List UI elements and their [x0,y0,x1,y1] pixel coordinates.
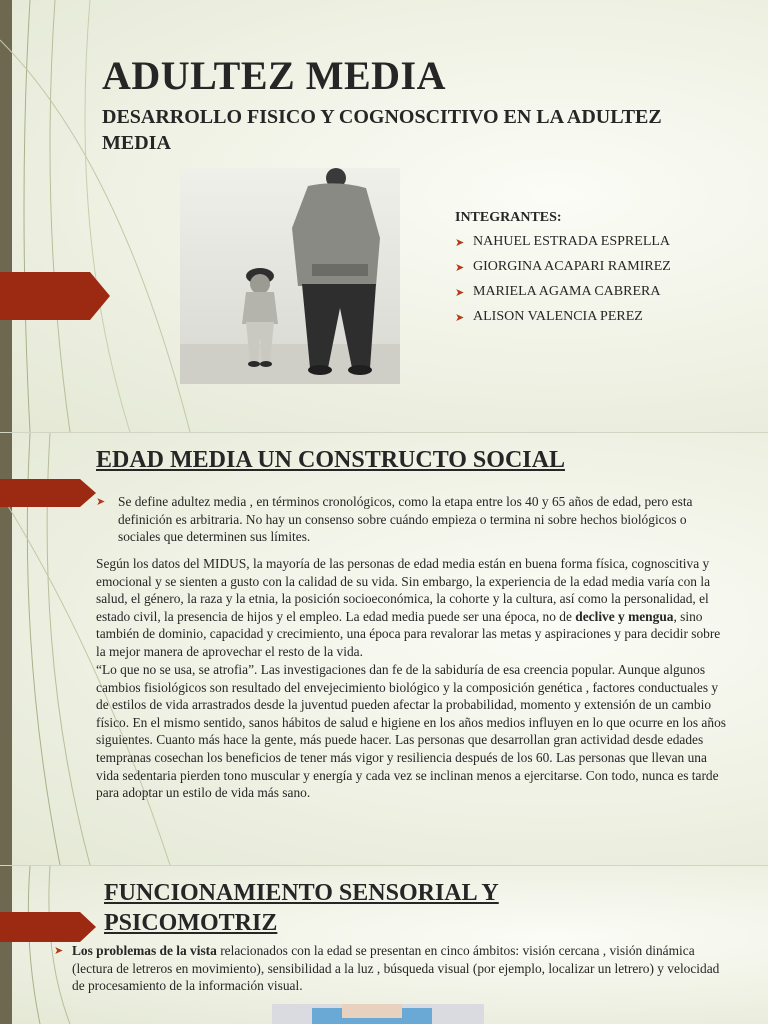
member-name: GIORGINA ACAPARI RAMIREZ [473,259,671,274]
definition-text: Se define adultez media , en términos cronológicos, como la etapa entre los 40 y 65 años de edad, pero esta definición es arbitraria. No hay un consenso sobre cuándo empieza o termina ni sobre hechos biológicos o sociales que determinen sus límites. [118,494,693,545]
member-item [455,284,671,309]
slide-title [0,0,768,432]
section-title: FUNCIONAMIENTO SENSORIAL Y PSICOMOTRIZ [104,880,499,936]
red-tab-marker [0,272,110,320]
red-tab-marker [0,912,96,942]
bullet-arrow-icon: ➤ [455,237,465,249]
photo-partial [272,1004,484,1024]
section-title: EDAD MEDIA UN CONSTRUCTO SOCIAL [96,447,565,473]
definition-bullet [96,493,726,546]
atrophy-paragraph: “Lo que no se usa, se atrofia”. Las investigaciones dan fe de la sabiduría de esa creencia popular. Aunque algunos cambios fisiológicos son resultado del envejecimiento biológico y la composición genética , factores conductuales y de estilos de vida arrastrados desde la juventud pueden afectar la probabilidad, momento y extensión de un cambio físico. En el mismo sentido, sanos hábitos de salud e higiene en los años medios influyen en lo que ocurre en los años siguientes. Cuanto más hace la gente, más puede hacer. Las personas que desarrollan gran actividad desde edades tempranas cosechan los beneficios de tener más vigor y resiliencia después de los 60. Las personas que llevan una vida sedentaria pierden tono muscular y energía y cada vez se inclinan menos a ejercitarse. Con todo, nunca es tarde para adoptar un estilo de vida más sano. [96,662,726,801]
midus-paragraph [96,555,726,661]
bullet-arrow-icon: ➤ [96,496,106,508]
bullet-arrow-icon: ➤ [455,287,465,299]
page-subtitle: DESARROLLO FISICO Y COGNOSCITIVO EN LA ADULTEZ MEDIA [102,106,662,154]
member-name: NAHUEL ESTRADA ESPRELLA [473,234,671,249]
vision-text: relacionados con la edad se presentan en cinco ámbitos: visión cercana , visión dinámica (lectura de letreros en movimiento), sensibilidad a la luz , búsqueda visual (por ejemplo, localizar un letrero) y velocidad de procesamiento de la información visual. [72,943,720,994]
vision-text-bold: Los problemas de la vista [72,943,217,958]
member-item [455,259,671,284]
photo-man-and-child [180,168,400,384]
vision-bullet [54,942,732,995]
member-item [455,309,671,334]
midus-text-end: , sino también de dominio, capacidad y crecimiento, una época para revalorar las metas y aspiraciones y para decidir sobre la mejor manera de aprovechar el resto de la vida. [96,608,721,659]
slide-edad-media [0,433,768,865]
members-list [455,234,671,334]
member-item [455,234,671,259]
page-title: ADULTEZ MEDIA [102,53,446,98]
bullet-arrow-icon: ➤ [54,945,64,957]
bullet-arrow-icon: ➤ [455,262,465,274]
members-section [455,210,671,334]
midus-text-bold: declive y mengua [575,608,674,624]
members-label: INTEGRANTES: [455,210,562,225]
slide-funcionamiento [0,866,768,1024]
member-name: ALISON VALENCIA PEREZ [473,309,643,324]
bullet-arrow-icon: ➤ [455,312,465,324]
midus-text-start: Según los datos del MIDUS, la mayoría de las personas de edad media están en buena forma física, cognoscitiva y emocional y se sienten a gusto con la calidad de su vida. Sin embargo, la experiencia de la edad media varía con la salud, el género, la raza y la etnia, la posición socioeconómica, la cohorte y la cultura, así como la personalidad, el estado civil, la presencia de hijos y el empleo. La edad media puede ser una época, no de [96,556,711,624]
red-tab-marker [0,479,96,507]
member-name: MARIELA AGAMA CABRERA [473,284,661,299]
